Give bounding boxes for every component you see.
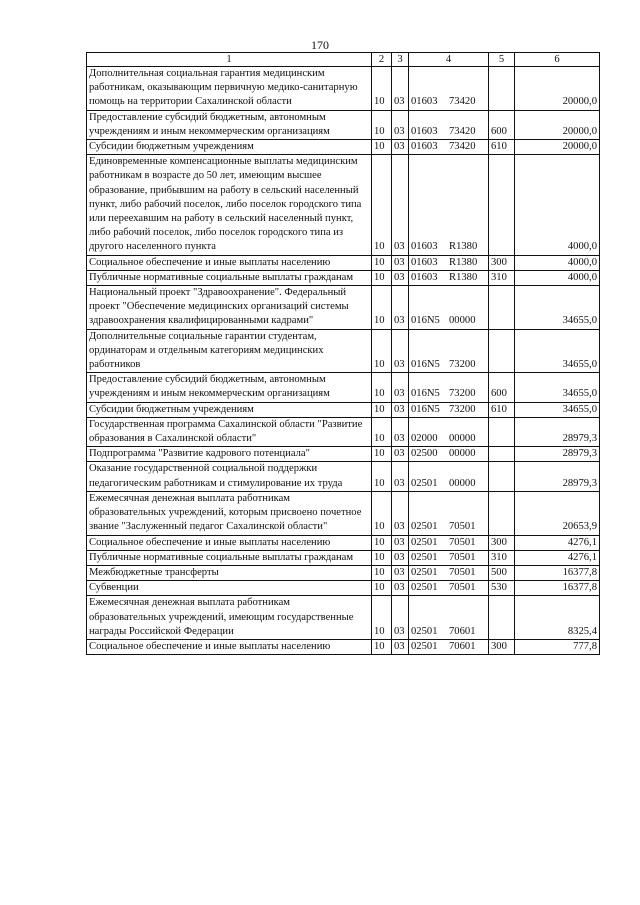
row-subsection: 03 — [392, 373, 409, 402]
column-header-name: 1 — [87, 53, 372, 67]
column-header-target-article: 4 — [409, 53, 489, 67]
row-amount: 4276,1 — [515, 535, 600, 550]
row-program-code: 01603 — [411, 271, 438, 283]
row-direction-code: 00000 — [449, 315, 476, 327]
row-direction-code: 70501 — [449, 536, 476, 548]
row-amount: 8325,4 — [515, 596, 600, 640]
row-target-article — [409, 581, 489, 596]
row-section: 10 — [372, 535, 392, 550]
table-body — [87, 67, 600, 655]
row-target-article — [409, 491, 489, 535]
row-amount: 20000,0 — [515, 110, 600, 139]
row-section: 10 — [372, 402, 392, 417]
row-program-code: 02501 — [411, 625, 438, 637]
row-section: 10 — [372, 373, 392, 402]
row-name: Социальное обеспечение и иные выплаты населению — [87, 535, 372, 550]
row-target-article — [409, 329, 489, 373]
row-expense-type: 310 — [489, 550, 515, 565]
column-header-subsection: 3 — [392, 53, 409, 67]
row-expense-type — [489, 417, 515, 446]
row-section: 10 — [372, 447, 392, 462]
row-expense-type: 530 — [489, 581, 515, 596]
row-subsection: 03 — [392, 67, 409, 111]
row-name: Социальное обеспечение и иные выплаты населению — [87, 639, 372, 654]
row-subsection: 03 — [392, 255, 409, 270]
row-amount: 34655,0 — [515, 373, 600, 402]
row-program-code: 02501 — [411, 640, 438, 652]
column-number-row — [87, 53, 600, 67]
row-subsection: 03 — [392, 535, 409, 550]
row-direction-code: 00000 — [449, 433, 476, 445]
table-row — [87, 596, 600, 640]
row-subsection: 03 — [392, 550, 409, 565]
row-target-article — [409, 535, 489, 550]
table-row — [87, 155, 600, 255]
row-target-article — [409, 67, 489, 111]
row-name: Дополнительная социальная гарантия медицинским работникам, оказывающим первичную медико-санитарную помощь на территории Сахалинской области — [87, 67, 372, 111]
page-number: 170 — [311, 38, 329, 52]
row-section: 10 — [372, 417, 392, 446]
row-expense-type: 500 — [489, 565, 515, 580]
row-amount: 20000,0 — [515, 67, 600, 111]
row-name: Субсидии бюджетным учреждениям — [87, 140, 372, 155]
row-section: 10 — [372, 550, 392, 565]
row-expense-type: 600 — [489, 110, 515, 139]
row-subsection: 03 — [392, 462, 409, 491]
row-direction-code: R1380 — [449, 256, 478, 268]
row-program-code: 02501 — [411, 536, 438, 548]
row-program-code: 02501 — [411, 582, 438, 594]
row-program-code: 02501 — [411, 566, 438, 578]
row-section: 10 — [372, 270, 392, 285]
row-program-code: 01603 — [411, 256, 438, 268]
row-expense-type: 610 — [489, 140, 515, 155]
row-target-article — [409, 417, 489, 446]
row-expense-type — [489, 67, 515, 111]
row-target-article — [409, 462, 489, 491]
row-expense-type — [489, 491, 515, 535]
column-header-section: 2 — [372, 53, 392, 67]
row-amount: 4276,1 — [515, 550, 600, 565]
row-expense-type — [489, 329, 515, 373]
table-row — [87, 329, 600, 373]
row-target-article — [409, 447, 489, 462]
row-target-article — [409, 140, 489, 155]
row-expense-type — [489, 462, 515, 491]
row-amount: 4000,0 — [515, 155, 600, 255]
column-header-expense-type: 5 — [489, 53, 515, 67]
row-amount: 34655,0 — [515, 329, 600, 373]
row-program-code: 02500 — [411, 448, 438, 460]
row-direction-code: 73200 — [449, 359, 476, 371]
row-direction-code: 70501 — [449, 521, 476, 533]
row-target-article — [409, 550, 489, 565]
row-subsection: 03 — [392, 491, 409, 535]
row-name: Национальный проект "Здравоохранение". Федеральный проект "Обеспечение медицинских организаций системы здравоохранения квалифицированными кадрами" — [87, 286, 372, 330]
row-section: 10 — [372, 596, 392, 640]
row-direction-code: 70501 — [449, 566, 476, 578]
column-header-amount: 6 — [515, 53, 600, 67]
table-row — [87, 491, 600, 535]
table-row — [87, 417, 600, 446]
row-name: Единовременные компенсационные выплаты медицинским работникам в возрасте до 50 лет, имеющим высшее образование, прибывшим на работу в сельский населенный пункт, либо рабочий поселок, либо поселок городского типа или переехавшим на работу в сельский населенный пункт, либо рабочий поселок, либо поселок городского типа из другого населенного пункта — [87, 155, 372, 255]
row-subsection: 03 — [392, 565, 409, 580]
row-section: 10 — [372, 329, 392, 373]
table-row — [87, 67, 600, 111]
row-direction-code: 73200 — [449, 388, 476, 400]
row-amount: 28979,3 — [515, 447, 600, 462]
row-target-article — [409, 639, 489, 654]
row-amount: 20000,0 — [515, 140, 600, 155]
row-expense-type: 610 — [489, 402, 515, 417]
row-section: 10 — [372, 491, 392, 535]
row-expense-type: 300 — [489, 255, 515, 270]
row-name: Предоставление субсидий бюджетным, автономным учреждениям и иным некоммерческим организациям — [87, 110, 372, 139]
table-row — [87, 639, 600, 654]
table-row — [87, 447, 600, 462]
table-row — [87, 581, 600, 596]
row-name: Субсидии бюджетным учреждениям — [87, 402, 372, 417]
row-name: Оказание государственной социальной поддержки педагогическим работникам и стимулирование их труда — [87, 462, 372, 491]
row-subsection: 03 — [392, 581, 409, 596]
row-expense-type: 600 — [489, 373, 515, 402]
row-section: 10 — [372, 155, 392, 255]
row-name: Межбюджетные трансферты — [87, 565, 372, 580]
row-subsection: 03 — [392, 329, 409, 373]
table-row — [87, 462, 600, 491]
table-row — [87, 255, 600, 270]
row-target-article — [409, 402, 489, 417]
row-direction-code: 73420 — [449, 96, 476, 108]
row-expense-type — [489, 286, 515, 330]
row-amount: 4000,0 — [515, 270, 600, 285]
row-program-code: 02501 — [411, 477, 438, 489]
row-name: Субвенции — [87, 581, 372, 596]
row-section: 10 — [372, 67, 392, 111]
row-expense-type — [489, 447, 515, 462]
table-row — [87, 402, 600, 417]
row-subsection: 03 — [392, 447, 409, 462]
row-name: Ежемесячная денежная выплата работникам образовательных учреждений, имеющим государственные награды Российской Федерации — [87, 596, 372, 640]
row-subsection: 03 — [392, 402, 409, 417]
row-subsection: 03 — [392, 140, 409, 155]
row-direction-code: R1380 — [449, 271, 478, 283]
table-row — [87, 110, 600, 139]
table-row — [87, 286, 600, 330]
row-target-article — [409, 255, 489, 270]
row-name: Социальное обеспечение и иные выплаты населению — [87, 255, 372, 270]
row-amount: 34655,0 — [515, 286, 600, 330]
row-expense-type: 300 — [489, 639, 515, 654]
row-direction-code: 73420 — [449, 125, 476, 137]
row-section: 10 — [372, 462, 392, 491]
row-program-code: 016N5 — [411, 388, 440, 400]
row-program-code: 01603 — [411, 125, 438, 137]
table-row — [87, 565, 600, 580]
row-direction-code: 73420 — [449, 141, 476, 153]
row-direction-code: R1380 — [449, 241, 478, 253]
row-program-code: 01603 — [411, 96, 438, 108]
row-section: 10 — [372, 581, 392, 596]
row-target-article — [409, 155, 489, 255]
row-program-code: 01603 — [411, 141, 438, 153]
row-expense-type — [489, 596, 515, 640]
row-name: Подпрограмма "Развитие кадрового потенциала" — [87, 447, 372, 462]
row-program-code: 016N5 — [411, 359, 440, 371]
row-section: 10 — [372, 140, 392, 155]
row-name: Публичные нормативные социальные выплаты гражданам — [87, 270, 372, 285]
row-amount: 16377,8 — [515, 581, 600, 596]
row-section: 10 — [372, 255, 392, 270]
row-subsection: 03 — [392, 639, 409, 654]
row-program-code: 02501 — [411, 551, 438, 563]
row-program-code: 016N5 — [411, 315, 440, 327]
row-target-article — [409, 270, 489, 285]
row-direction-code: 70601 — [449, 640, 476, 652]
table-row — [87, 373, 600, 402]
row-target-article — [409, 596, 489, 640]
row-subsection: 03 — [392, 155, 409, 255]
row-amount: 28979,3 — [515, 462, 600, 491]
row-section: 10 — [372, 110, 392, 139]
row-section: 10 — [372, 286, 392, 330]
row-section: 10 — [372, 565, 392, 580]
row-direction-code: 70601 — [449, 625, 476, 637]
row-name: Государственная программа Сахалинской области "Развитие образования в Сахалинской области" — [87, 417, 372, 446]
row-target-article — [409, 373, 489, 402]
row-expense-type: 300 — [489, 535, 515, 550]
row-program-code: 016N5 — [411, 403, 440, 415]
row-amount: 34655,0 — [515, 402, 600, 417]
row-subsection: 03 — [392, 596, 409, 640]
row-expense-type: 310 — [489, 270, 515, 285]
row-direction-code: 00000 — [449, 477, 476, 489]
row-section: 10 — [372, 639, 392, 654]
row-program-code: 02000 — [411, 433, 438, 445]
row-subsection: 03 — [392, 270, 409, 285]
row-amount: 20653,9 — [515, 491, 600, 535]
table-row — [87, 535, 600, 550]
row-target-article — [409, 286, 489, 330]
row-program-code: 01603 — [411, 241, 438, 253]
row-amount: 28979,3 — [515, 417, 600, 446]
row-direction-code: 70501 — [449, 582, 476, 594]
row-program-code: 02501 — [411, 521, 438, 533]
row-name: Дополнительные социальные гарантии студентам, ординаторам и отдельным категориям медицинских работников — [87, 329, 372, 373]
row-amount: 16377,8 — [515, 565, 600, 580]
row-name: Публичные нормативные социальные выплаты гражданам — [87, 550, 372, 565]
row-direction-code: 73200 — [449, 403, 476, 415]
row-amount: 4000,0 — [515, 255, 600, 270]
row-direction-code: 70501 — [449, 551, 476, 563]
row-subsection: 03 — [392, 286, 409, 330]
row-expense-type — [489, 155, 515, 255]
row-direction-code: 00000 — [449, 448, 476, 460]
table-row — [87, 140, 600, 155]
row-subsection: 03 — [392, 110, 409, 139]
row-name: Предоставление субсидий бюджетным, автономным учреждениям и иным некоммерческим организациям — [87, 373, 372, 402]
budget-table — [86, 52, 600, 655]
row-subsection: 03 — [392, 417, 409, 446]
row-target-article — [409, 110, 489, 139]
row-name: Ежемесячная денежная выплата работникам образовательных учреждений, которым присвоено почетное звание "Заслуженный педагог Сахалинской области" — [87, 491, 372, 535]
table-row — [87, 270, 600, 285]
table-row — [87, 550, 600, 565]
row-amount: 777,8 — [515, 639, 600, 654]
row-target-article — [409, 565, 489, 580]
